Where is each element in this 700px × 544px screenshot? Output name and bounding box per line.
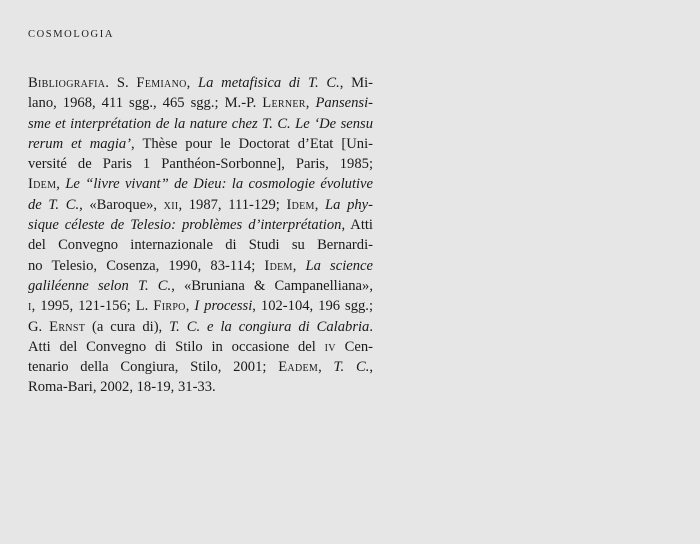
text-run: , Mi- — [339, 75, 374, 91]
text-run: , — [318, 359, 334, 376]
text-run: , 1995, 121-156; L. — [31, 298, 154, 315]
small-caps-text: i — [28, 298, 32, 315]
small-caps-text: Idem — [286, 196, 315, 213]
italic-text: La science — [305, 257, 373, 274]
italic-text: galiléenne selon T. C. — [28, 277, 172, 294]
bibliography-line — [28, 377, 373, 397]
bibliography-paragraph — [28, 73, 373, 398]
bibliography-line — [28, 357, 373, 377]
text-run: S. — [109, 75, 137, 91]
bibliography-line — [28, 215, 373, 235]
italic-text: sique céleste de Telesio: problèmes d’interprétation — [28, 217, 342, 234]
italic-text: Le “livre vivant” de Dieu: la cosmologie évolutive — [65, 176, 374, 193]
italic-text: de T. C. — [28, 196, 80, 213]
italic-text: La phy- — [325, 196, 373, 213]
text-run: , 1987, 111-129; — [178, 196, 287, 213]
bibliography-line — [28, 296, 373, 316]
text-run: , Atti — [341, 217, 373, 234]
small-caps-text: Firpo — [153, 298, 186, 315]
small-caps-text: Lerner — [262, 95, 306, 112]
text-run: G. — [28, 318, 50, 335]
running-head: COSMOLOGIA — [28, 29, 115, 40]
text-run: , — [185, 298, 195, 315]
text-run: (a cura di), — [85, 318, 170, 335]
text-run: , 102-104, 196 sgg.; — [252, 298, 373, 315]
text-run: tenario della Congiura, Stilo, 2001; — [28, 359, 279, 376]
bibliography-line — [28, 256, 373, 276]
text-run: , Thèse pour le Doctorat d’Etat [Uni- — [131, 135, 373, 152]
text-run: lano, 1968, 411 sgg., 465 sgg.; M.-P. — [28, 95, 263, 112]
bibliography-line — [28, 73, 373, 93]
italic-text: rerum et magia’ — [28, 135, 132, 152]
bibliography-line — [28, 134, 373, 154]
small-caps-text: Femiano — [136, 75, 187, 91]
bibliography-line — [28, 93, 373, 113]
italic-text: La metafisica di T. C. — [198, 75, 340, 91]
bibliography-line — [28, 317, 373, 337]
bibliography-line — [28, 235, 373, 255]
italic-text: I processi — [194, 298, 253, 315]
small-caps-text: Idem — [264, 257, 293, 274]
text-run: Atti del Convegno di Stilo in occasione del — [28, 338, 325, 355]
text-run: , «Bruniana & Campanelliana», — [171, 277, 373, 294]
small-caps-text: Ernst — [49, 318, 86, 335]
text-run: , — [314, 196, 326, 213]
bibliography-line — [28, 195, 373, 215]
text-run: versité de Paris 1 Panthéon-Sorbonne], Paris, 1985; — [28, 156, 373, 173]
text-run: Roma-Bari, 2002, 18-19, 31-33. — [28, 379, 216, 396]
text-run: , — [186, 75, 199, 91]
italic-text: Pansensi- — [315, 95, 373, 112]
small-caps-text: Idem — [28, 176, 57, 193]
text-run: . — [369, 318, 374, 335]
text-run: no Telesio, Cosenza, 1990, 83-114; — [28, 257, 265, 274]
small-caps-text: Eadem — [278, 359, 319, 376]
italic-text: T. C. e la congiura di Calabria — [169, 318, 370, 335]
text-run: , — [56, 176, 66, 193]
text-run: , — [369, 359, 373, 376]
text-run: del Convegno internazionale di Studi su Bernardi- — [28, 237, 373, 254]
text-run: Cen- — [335, 338, 373, 355]
text-run: , — [292, 257, 306, 274]
italic-text: sme et interprétation de la nature chez T. C. Le ‘De sensu — [28, 115, 373, 132]
small-caps-text: iv — [324, 338, 336, 355]
bibliography-line — [28, 276, 373, 296]
bibliography-line — [28, 114, 373, 134]
italic-text: T. C. — [333, 359, 370, 376]
text-run: , — [305, 95, 316, 112]
bibliography-line — [28, 174, 373, 194]
small-caps-text: Bibliografia. — [28, 75, 110, 91]
bibliography-line — [28, 154, 373, 174]
small-caps-text: xii — [163, 196, 179, 213]
text-run: , «Baroque», — [79, 196, 164, 213]
bibliography-line — [28, 337, 373, 357]
